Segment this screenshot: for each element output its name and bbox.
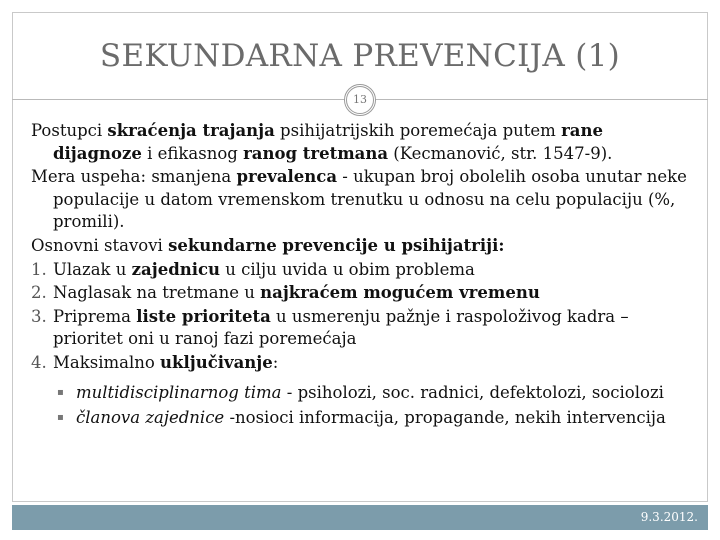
numbered-item-1: 1. Ulazak u zajednicu u cilju uvida u obim problema bbox=[31, 259, 697, 282]
numbered-item-3: 3. Priprema liste prioriteta u usmerenju pažnje i raspoloživog kadra – prioritet oni u ranoj fazi poremećaja bbox=[31, 306, 629, 349]
page-number-badge: 13 bbox=[344, 84, 376, 116]
footer-bar bbox=[12, 505, 708, 530]
item-number: 3. bbox=[31, 306, 47, 326]
slide-content bbox=[31, 120, 697, 433]
sub-bullet-item: ▪ multidisciplinarnog tima - psiholozi, soc. radnici, defektolozi, sociolozi bbox=[31, 382, 697, 405]
footer-date: 9.3.2012. bbox=[640, 510, 698, 524]
item-number: 4. bbox=[31, 352, 47, 372]
item-number: 2. bbox=[31, 283, 47, 303]
paragraph-1: Postupci skraćenja trajanja psihijatrijskih poremećaja putem rane dijagnoze i efikasnog ranog tretmana (Kecmanović, str. 1547-9). bbox=[31, 121, 613, 163]
paragraph-2: Mera uspeha: smanjena prevalenca - ukupan broj obolelih osoba unutar neke populacije u datom vremenskom trenutku u odnosu na celu populaciju (%, promili). bbox=[31, 167, 687, 232]
numbered-item-4: 4. Maksimalno uključivanje: bbox=[31, 352, 697, 375]
item-number: 1. bbox=[31, 259, 47, 279]
slide-title: SEKUNDARNA PREVENCIJA (1) bbox=[99, 38, 621, 74]
numbered-item-2: 2. Naglasak na tretmane u najkraćem mogućem vremenu bbox=[31, 282, 697, 305]
square-bullet-icon: ▪ bbox=[57, 386, 64, 398]
sub-bullet-list bbox=[31, 382, 697, 430]
square-bullet-icon: ▪ bbox=[57, 412, 64, 424]
sub-bullet-item: ▪ članova zajednice -nosioci informacija, propagande, nekih intervencija bbox=[31, 407, 697, 430]
paragraph-3: Osnovni stavovi sekundarne prevencije u psihijatriji: bbox=[31, 235, 505, 255]
